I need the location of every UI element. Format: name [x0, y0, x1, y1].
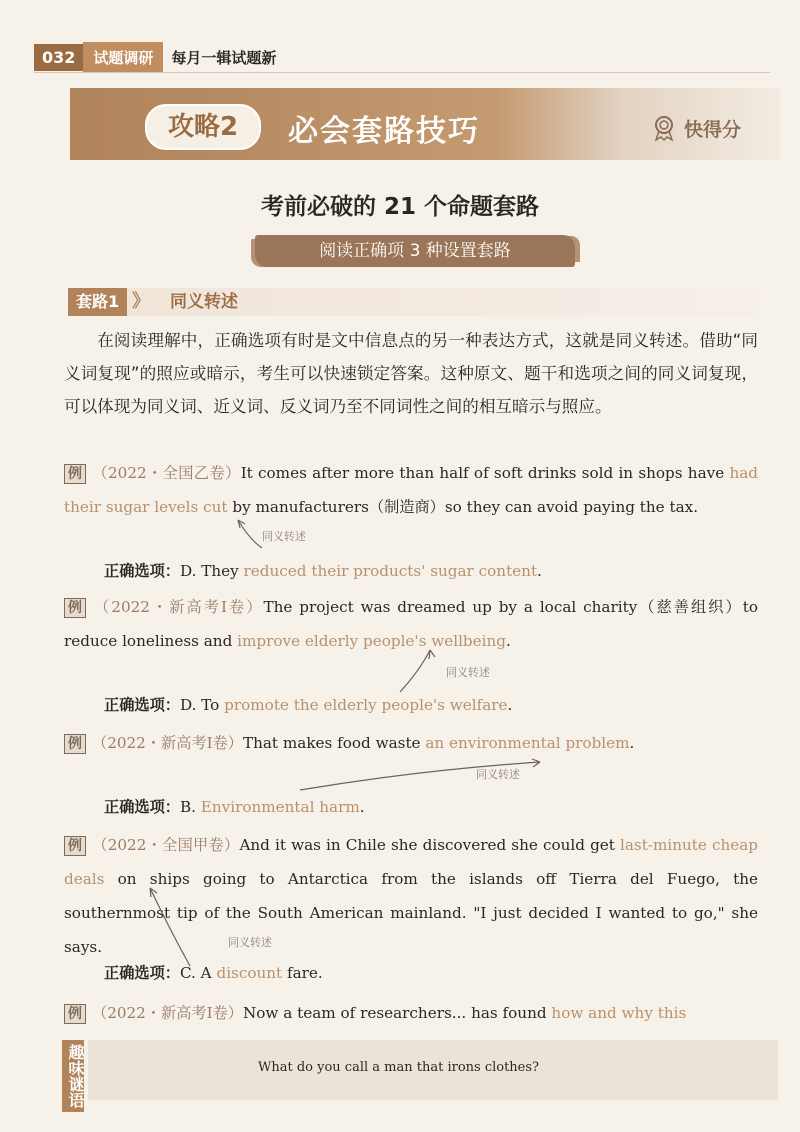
- answer-text: B.: [179, 798, 201, 816]
- example-highlight: how and why this: [551, 1004, 687, 1022]
- answer-1: [104, 556, 542, 586]
- example-5: [64, 996, 758, 1030]
- chevron-right-icon: 》: [132, 291, 150, 312]
- example-text: That makes food waste: [242, 734, 426, 752]
- example-source: （2022・全国甲卷）: [92, 836, 240, 854]
- example-source: （2022・新高考Ⅰ卷）: [92, 1004, 243, 1022]
- example-tag: 例: [64, 734, 86, 754]
- answer-4: [104, 958, 323, 988]
- annotation-note: 同义转述: [262, 530, 306, 543]
- answer-label: 正确选项：: [104, 798, 180, 816]
- brand-text: 快得分: [684, 118, 742, 141]
- example-source: （2022・新高考Ⅰ卷）: [92, 598, 264, 616]
- header-subtitle: 每月一辑试题新: [171, 48, 277, 67]
- example-tag: 例: [64, 836, 86, 856]
- answer-label: 正确选项：: [104, 696, 180, 714]
- example-text: It comes after more than half of soft drinks sold in shops have: [240, 464, 730, 482]
- answer-text: fare.: [282, 964, 323, 982]
- strategy-badge: 攻略2: [145, 104, 261, 150]
- answer-3: [104, 792, 365, 822]
- example-highlight: last-minute cheap deals: [64, 836, 759, 888]
- header-divider: [34, 72, 770, 73]
- answer-highlight: promote the elderly people's welfare: [224, 696, 508, 714]
- arrow-3-head: [532, 759, 540, 767]
- answer-highlight: discount: [216, 964, 283, 982]
- example-1: [64, 456, 758, 524]
- example-text: .: [506, 632, 511, 650]
- section-tag: 套路1: [68, 288, 127, 316]
- example-tag: 例: [64, 1004, 86, 1024]
- example-text: And it was in Chile she discovered she could get: [239, 836, 620, 854]
- annotation-note: 同义转述: [476, 768, 520, 781]
- section-label: 试题调研: [83, 42, 163, 73]
- intro-paragraph: 在阅读理解中，正确选项有时是文中信息点的另一种表达方式，这就是同义转述。借助“同义词复现”的照应或暗示，考生可以快速锁定答案。这种原文、题干和选项之间的同义词复现，可以体现为同义词、近义词、反义词乃至不同词性之间的相互暗示与照应。: [64, 331, 758, 416]
- brand-label: [650, 114, 741, 142]
- answer-text: D. To: [179, 696, 225, 714]
- answer-highlight: reduced their products' sugar content: [243, 562, 538, 580]
- example-tag: 例: [64, 464, 86, 484]
- answer-text: .: [507, 696, 513, 714]
- example-source: （2022・全国乙卷）: [92, 464, 241, 482]
- riddle-side-label: 趣味谜语: [62, 1040, 84, 1112]
- example-text: Now a team of researchers... has found: [242, 1004, 552, 1022]
- section-name: 同义转述: [170, 292, 238, 312]
- example-tag: 例: [64, 598, 86, 618]
- annotation-note: 同义转述: [228, 936, 272, 949]
- riddle-text: What do you call a man that irons clothes?: [258, 1060, 540, 1075]
- annotation-note: 同义转述: [446, 666, 490, 679]
- banner-title: 必会套路技巧: [288, 114, 480, 149]
- example-3: [64, 726, 758, 760]
- example-highlight: had their sugar levels cut: [64, 464, 759, 516]
- example-highlight: improve elderly people's wellbeing: [237, 632, 506, 650]
- page-number: 032: [34, 44, 83, 71]
- answer-highlight: Environmental harm: [200, 798, 360, 816]
- example-highlight: an environmental problem: [425, 734, 630, 752]
- example-2: [64, 590, 758, 658]
- answer-text: .: [359, 798, 365, 816]
- answer-text: D. They: [179, 562, 244, 580]
- answer-text: C. A: [179, 964, 217, 982]
- example-text: .: [629, 734, 635, 752]
- main-title: 考前必破的 21 个命题套路: [260, 194, 540, 220]
- page-header: [34, 42, 284, 72]
- answer-label: 正确选项：: [104, 562, 180, 580]
- example-text: The project was dreamed up by a local charity（慈善组织）to reduce loneliness and: [64, 598, 758, 650]
- example-4: [64, 828, 758, 964]
- example-source: （2022・新高考Ⅰ卷）: [92, 734, 243, 752]
- example-text: on ships going to Antarctica from the islands off Tierra del Fuego, the southernmost tip of the South American mainland. "I just decided I wanted to go," she says.: [64, 870, 758, 956]
- medal-icon: [650, 114, 678, 142]
- arrow-1: [238, 520, 262, 548]
- answer-label: 正确选项：: [104, 964, 180, 982]
- answer-2: [104, 690, 512, 720]
- answer-text: .: [537, 562, 542, 580]
- subtitle: 阅读正确项 3 种设置套路: [319, 241, 511, 261]
- example-text: by manufacturers（制造商）so they can avoid paying the tax.: [227, 498, 699, 516]
